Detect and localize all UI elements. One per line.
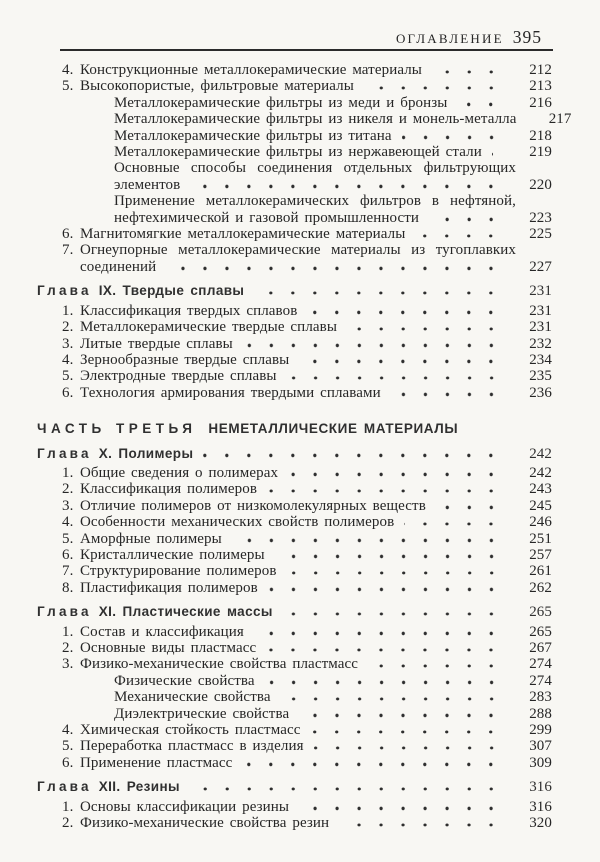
entry-text: Металлокерамические фильтры из нержавеющей стали: [114, 144, 482, 161]
entry-page: 213: [529, 78, 552, 95]
dot-leader: [166, 266, 511, 271]
entry-text: Электродные твердые сплавы: [80, 368, 277, 385]
entry-number: 5.: [62, 738, 74, 755]
entry-text: Зернообразные твердые сплавы: [80, 351, 290, 368]
toc-entry: [0, 738, 600, 754]
toc-entry: [0, 385, 600, 401]
dot-leader: [281, 697, 511, 702]
entry-number: 4.: [62, 514, 74, 531]
toc-entry: [0, 193, 600, 209]
entry-page: 227: [529, 258, 552, 275]
header-rule: [60, 49, 553, 51]
toc-entry: [0, 580, 600, 596]
entry-text: Применение металлокерамических фильтров в нефтяной,: [114, 193, 516, 210]
dot-leader: [391, 392, 511, 397]
toc-entry: [0, 563, 600, 579]
part-label: ЧАСТЬ ТРЕТЬЯ: [37, 421, 197, 437]
toc-entry: [0, 514, 600, 530]
entry-page: 242: [529, 464, 552, 481]
entry-number: 1.: [62, 798, 74, 815]
entry-page: 320: [529, 815, 552, 832]
entry-page: 299: [529, 722, 552, 739]
dot-leader: [190, 184, 511, 189]
entry-page: 245: [529, 497, 552, 514]
toc-entry: [0, 465, 600, 481]
toc-entry: [0, 815, 600, 831]
toc-entry-continuation: [0, 177, 600, 193]
dot-leader: [432, 70, 511, 75]
entry-text: Пластификация полимеров: [80, 579, 258, 596]
entry-text: Структурирование полимеров: [80, 563, 277, 580]
entry-text: Диэлектрические свойства: [114, 705, 290, 722]
dot-leader: [232, 538, 511, 543]
toc-entry: [0, 547, 600, 563]
toc-entry: [0, 303, 600, 319]
dot-leader: [368, 664, 511, 669]
entry-page: 232: [529, 335, 552, 352]
dot-leader: [364, 86, 511, 91]
entry-page: 307: [529, 738, 552, 755]
entry-text: Металлокерамические фильтры из титана: [114, 127, 392, 144]
entry-page: 274: [529, 656, 552, 673]
dot-leader: [527, 119, 531, 124]
dot-leader: [457, 102, 511, 107]
toc-entry: [0, 226, 600, 242]
entry-page: 246: [529, 514, 552, 531]
toc-part: [0, 421, 600, 437]
entry-text: Особенности механических свойств полимеров: [80, 514, 395, 531]
entry-number: 4.: [62, 62, 74, 78]
dot-leader: [254, 291, 511, 296]
entry-page: 243: [529, 481, 552, 498]
toc-entry: [0, 531, 600, 547]
entry-text: Аморфные полимеры: [80, 530, 222, 547]
entry-number: 2.: [62, 640, 74, 656]
entry-page: 265: [529, 623, 552, 640]
dot-leader: [314, 746, 511, 751]
entry-number: 4.: [62, 722, 74, 739]
toc-entry: [0, 368, 600, 384]
toc-entry: [0, 111, 600, 127]
chapter-label: Глава: [37, 445, 92, 461]
dot-leader: [339, 823, 511, 828]
toc-entry: [0, 481, 600, 497]
toc-chapter: [0, 779, 600, 795]
entry-text: Магнитомягкие металлокерамические материалы: [80, 226, 406, 243]
entry-number: 6.: [62, 546, 74, 563]
toc-entry: [0, 160, 600, 176]
header-title: ОГЛАВЛЕНИЕ: [395, 31, 504, 46]
entry-page: 316: [529, 779, 552, 796]
dot-leader: [299, 806, 511, 811]
entry-number: 6.: [62, 754, 74, 771]
dot-leader: [267, 489, 511, 494]
entry-number: 6.: [62, 384, 74, 401]
entry-page: 236: [529, 384, 552, 401]
entry-text: Общие сведения о полимерах: [80, 464, 279, 481]
entry-page: 234: [529, 351, 552, 368]
entry-text: Отличие полимеров от низкомолекулярных веществ: [80, 497, 426, 514]
entry-text: Огнеупорные металлокерамические материалы из тугоплавких: [80, 242, 516, 259]
toc-chapter: [0, 283, 600, 299]
entry-number: 2.: [62, 815, 74, 832]
entry-number: 7.: [62, 242, 74, 259]
entry-text: Химическая стойкость пластмасс: [80, 722, 301, 739]
toc-entry: [0, 673, 600, 689]
entry-page: 216: [529, 94, 552, 111]
entry-page: 309: [529, 754, 552, 771]
entry-text: Технология армирования твердыми сплавами: [80, 384, 381, 401]
entry-page: 217: [548, 111, 572, 128]
toc-entry: [0, 624, 600, 640]
chapter-title: X. Полимеры: [98, 445, 194, 461]
chapter-title: IX. Твердые сплавы: [98, 283, 245, 299]
dot-leader: [203, 453, 511, 458]
toc-entry: [0, 799, 600, 815]
dot-leader: [190, 787, 511, 792]
entry-number: 7.: [62, 563, 74, 580]
dot-leader: [299, 359, 511, 364]
entry-number: 5.: [62, 368, 74, 385]
entry-page: 261: [529, 563, 552, 580]
toc-entry: [0, 706, 600, 722]
entry-page: 316: [529, 798, 552, 815]
toc-entry: [0, 78, 600, 94]
entry-page: 265: [529, 604, 552, 621]
entry-text: Высокопористые, фильтровые материалы: [80, 78, 354, 95]
toc-chapter: [0, 604, 600, 620]
entry-text: Металлокерамические фильтры из никеля и монель-металла: [114, 111, 517, 128]
entry-page: 231: [529, 302, 552, 319]
toc-entry: [0, 336, 600, 352]
toc-entry: [0, 128, 600, 144]
dot-leader: [275, 554, 511, 559]
entry-page: 212: [529, 62, 552, 78]
entry-page: 219: [529, 144, 552, 161]
entry-page: 231: [529, 283, 552, 300]
entry-number: 4.: [62, 351, 74, 368]
entry-page: 218: [529, 127, 552, 144]
dot-leader: [307, 310, 511, 315]
chapter-label: Глава: [37, 779, 92, 795]
entry-text: Металлокерамические твердые сплавы: [80, 319, 338, 336]
entry-page: 225: [529, 226, 552, 243]
entry-text: Классификация полимеров: [80, 481, 258, 498]
dot-leader: [243, 343, 511, 348]
dot-leader: [268, 587, 511, 592]
dot-leader: [242, 762, 511, 767]
page-header: [60, 27, 542, 48]
entry-text: Основные виды пластмасс: [80, 640, 257, 656]
entry-number: 3.: [62, 497, 74, 514]
entry-number: 2.: [62, 481, 74, 498]
entry-number: 5.: [62, 530, 74, 547]
toc-entry: [0, 242, 600, 258]
dot-leader: [288, 472, 511, 477]
entry-text: Кристаллические полимеры: [80, 546, 265, 563]
entry-text: Физико-механические свойства пластмасс: [80, 656, 358, 673]
entry-page: 235: [529, 368, 552, 385]
toc-entry: [0, 689, 600, 705]
toc-entry: [0, 755, 600, 771]
dot-leader: [492, 152, 511, 157]
chapter-label: Глава: [37, 604, 92, 620]
chapter-title: XI. Пластические массы: [98, 604, 273, 620]
toc-entry: [0, 640, 600, 656]
entry-page: 283: [529, 689, 552, 706]
toc-entry: [0, 144, 600, 160]
entry-text: Физико-механические свойства резин: [80, 815, 330, 832]
entry-text: Переработка пластмасс в изделия: [80, 738, 304, 755]
dot-leader: [429, 217, 511, 222]
entry-text: Классификация твердых сплавов: [80, 302, 298, 319]
chapter-label: Глава: [37, 283, 92, 299]
entry-number: 3.: [62, 335, 74, 352]
entry-number: 1.: [62, 623, 74, 640]
entry-text: Физические свойства: [114, 672, 255, 689]
part-title: НЕМЕТАЛЛИЧЕСКИЕ МАТЕРИАЛЫ: [208, 421, 459, 437]
dot-leader: [287, 376, 511, 381]
dot-leader: [404, 522, 511, 527]
entry-number: 1.: [62, 302, 74, 319]
dot-leader: [402, 135, 511, 140]
entry-text: нефтехимической и газовой промышленности: [114, 209, 420, 226]
entry-text: Литые твердые сплавы: [80, 335, 233, 352]
entry-text: Состав и классификация: [80, 623, 244, 640]
dot-leader: [283, 612, 511, 617]
header-page-number: 395: [512, 27, 542, 47]
entry-text: соединений: [80, 258, 157, 275]
toc-list: [0, 62, 600, 831]
toc-entry: [0, 62, 600, 78]
dot-leader: [347, 327, 511, 332]
entry-page: 223: [529, 209, 552, 226]
chapter-title: XII. Резины: [98, 779, 180, 795]
dot-leader: [266, 648, 511, 653]
entry-number: 3.: [62, 656, 74, 673]
toc-entry: [0, 95, 600, 111]
entry-number: 1.: [62, 464, 74, 481]
entry-text: Механические свойства: [114, 689, 271, 706]
entry-page: 251: [529, 530, 552, 547]
entry-number: 8.: [62, 579, 74, 596]
toc-entry: [0, 656, 600, 672]
entry-page: 262: [529, 579, 552, 596]
dot-leader: [299, 713, 511, 718]
entry-page: 257: [529, 546, 552, 563]
toc-entry: [0, 498, 600, 514]
entry-page: 274: [529, 672, 552, 689]
entry-text: Основные способы соединения отдельных фильтрующих: [114, 160, 516, 177]
toc-entry: [0, 319, 600, 335]
entry-text: элементов: [114, 176, 181, 193]
dot-leader: [254, 631, 511, 636]
dot-leader: [436, 505, 511, 510]
entry-page: 267: [529, 640, 552, 656]
entry-text: Применение пластмасс: [80, 754, 233, 771]
dot-leader: [265, 680, 511, 685]
dot-leader: [415, 234, 511, 239]
entry-text: Металлокерамические фильтры из меди и бронзы: [114, 94, 448, 111]
entry-text: Конструкционные металлокерамические материалы: [80, 62, 422, 78]
entry-page: 231: [529, 319, 552, 336]
dot-leader: [310, 730, 511, 735]
toc-entry: [0, 722, 600, 738]
entry-page: 242: [529, 445, 552, 462]
dot-leader: [287, 571, 511, 576]
entry-number: 2.: [62, 319, 74, 336]
entry-number: 6.: [62, 226, 74, 243]
entry-text: Основы классификации резины: [80, 798, 290, 815]
toc-entry-continuation: [0, 259, 600, 275]
entry-page: 288: [529, 705, 552, 722]
toc-chapter: [0, 446, 600, 462]
entry-number: 5.: [62, 78, 74, 95]
toc-entry-continuation: [0, 210, 600, 226]
entry-page: 220: [529, 176, 552, 193]
toc-entry: [0, 352, 600, 368]
